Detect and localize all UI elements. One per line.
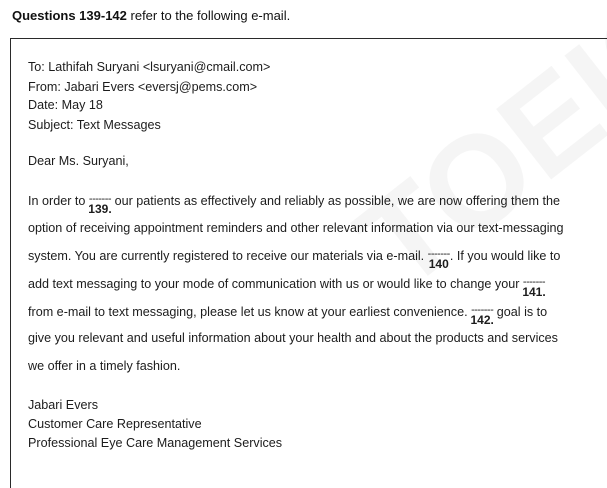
body-text: goal is to [496, 305, 548, 319]
blank-number: 141. [522, 285, 546, 299]
body-text: In order to [28, 194, 86, 208]
signature-company: Professional Eye Care Management Services [28, 436, 283, 450]
signature-title: Customer Care Representative [28, 417, 202, 431]
blank-number: 142. [470, 313, 494, 327]
body-line-3 [28, 248, 561, 271]
body-text: add text messaging to your mode of communication with us or would like to change your [28, 277, 520, 291]
question-heading [12, 8, 290, 23]
blank-141: ------- 141. [522, 276, 546, 299]
body-text: . If you would like to [449, 249, 561, 263]
blank-number: 140 [428, 257, 449, 271]
blank-139: ------- 139. [88, 193, 112, 216]
email-to: To: Lathifah Suryani <lsuryani@cmail.com> [28, 60, 271, 74]
body-text: from e-mail to text messaging, please let us know at your earliest convenience. [28, 305, 468, 319]
question-numbers: Questions 139-142 [12, 8, 127, 23]
body-line-1 [28, 193, 561, 216]
email-greeting: Dear Ms. Suryani, [28, 154, 129, 168]
question-instruction: refer to the following e-mail. [130, 8, 291, 23]
body-line-6: give you relevant and useful information about your health and about the products and services [28, 331, 558, 345]
blank-number: 139. [88, 202, 112, 216]
body-line-7: we offer in a timely fashion. [28, 359, 181, 373]
body-line-2: option of receiving appointment reminders and other relevant information via our text-messaging [28, 221, 564, 235]
body-line-4 [28, 276, 546, 299]
body-line-5 [28, 304, 548, 327]
blank-140: ------- 140 [427, 248, 450, 271]
email-date: Date: May 18 [28, 98, 103, 112]
email-subject: Subject: Text Messages [28, 118, 161, 132]
body-text: our patients as effectively and reliably as possible, we are now offering them the [114, 194, 561, 208]
blank-142: ------- 142. [470, 304, 494, 327]
email-from: From: Jabari Evers <eversj@pems.com> [28, 80, 258, 94]
signature-name: Jabari Evers [28, 398, 98, 412]
body-text: system. You are currently registered to receive our materials via e-mail. [28, 249, 425, 263]
